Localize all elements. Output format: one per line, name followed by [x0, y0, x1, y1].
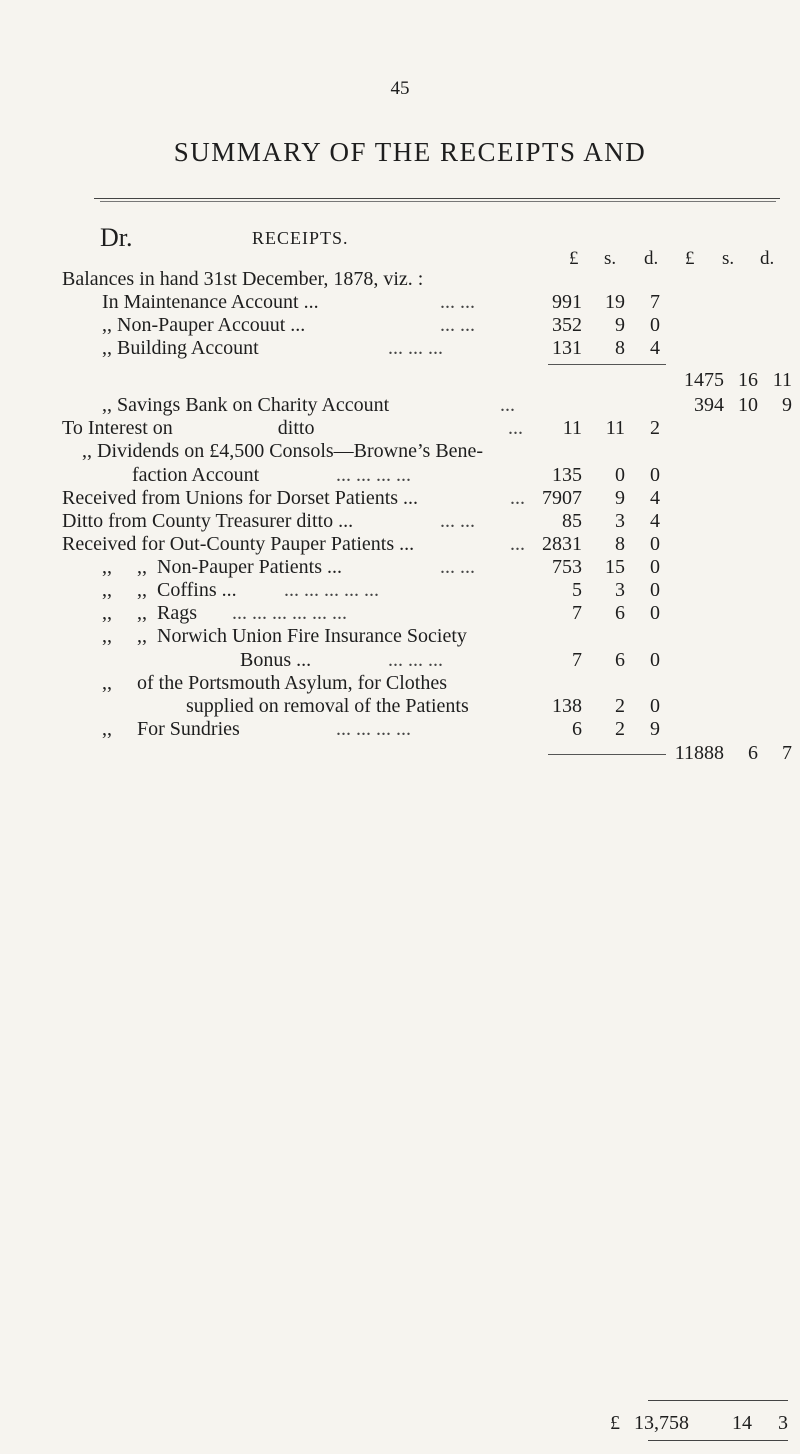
- row-leader: ...: [510, 487, 525, 509]
- shillings-cell: 6: [615, 649, 625, 671]
- col-head-shillings-2: s.: [722, 248, 735, 269]
- pounds-cell: 2831: [542, 533, 582, 555]
- pounds-cell: 6: [572, 718, 582, 740]
- pounds-cell: 7: [572, 649, 582, 671]
- pence-cell: 7: [650, 291, 660, 313]
- shillings-cell: 11: [605, 417, 625, 439]
- row-label: Ditto from County Treasurer ditto ...: [62, 510, 354, 532]
- col-head-shillings-1: s.: [604, 248, 617, 269]
- pence-cell: 0: [650, 533, 660, 555]
- pence-cell: 2: [650, 417, 660, 439]
- pence-total-cell: 11: [772, 369, 792, 391]
- row-leader: ... ... ... ... ... ...: [232, 602, 347, 624]
- col-head-pence-2: d.: [760, 248, 775, 269]
- row-label: ,, ,, Coffins ...: [102, 579, 237, 601]
- row-label: ,, Non-Pauper Accouut ...: [102, 314, 306, 336]
- table-row: [0, 440, 800, 466]
- row-label: ,, For Sundries: [102, 718, 240, 740]
- shillings-cell: 2: [615, 718, 625, 740]
- pounds-cell: 11: [562, 417, 582, 439]
- pence-cell: 0: [650, 649, 660, 671]
- row-label: faction Account: [132, 464, 260, 486]
- subtotal-rule: [548, 364, 666, 365]
- row-label: ,, Building Account: [102, 337, 259, 359]
- shillings-cell: 8: [615, 337, 625, 359]
- shillings-cell: 9: [615, 314, 625, 336]
- pounds-cell: 7907: [542, 487, 582, 509]
- pence-cell: 4: [650, 487, 660, 509]
- row-leader: ... ... ... ...: [336, 718, 411, 740]
- shillings-cell: 8: [615, 533, 625, 555]
- shillings-total-cell: 10: [738, 394, 758, 416]
- pounds-cell: 753: [552, 556, 582, 578]
- grand-total-pound-sign: £: [610, 1412, 620, 1434]
- pence-total-cell: 9: [782, 394, 792, 416]
- pounds-total-cell: 11888: [674, 742, 724, 764]
- pence-cell: 0: [650, 602, 660, 624]
- table-row: [0, 625, 800, 651]
- row-leader: ...: [510, 533, 525, 555]
- col-head-pounds-2: £: [685, 248, 695, 269]
- pence-total-cell: 7: [782, 742, 792, 764]
- row-label: ,, Dividends on £4,500 Consols—Browne’s Bene-: [82, 440, 484, 462]
- pence-cell: 0: [650, 464, 660, 486]
- grand-total-shillings: 14: [732, 1412, 752, 1434]
- pounds-cell: 138: [552, 695, 582, 717]
- pence-cell: 0: [650, 314, 660, 336]
- shillings-cell: 15: [605, 556, 625, 578]
- section-label-receipts: RECEIPTS.: [252, 228, 349, 248]
- row-leader: ... ...: [440, 291, 475, 313]
- grand-total-rule-top: [648, 1400, 788, 1401]
- shillings-cell: 3: [615, 510, 625, 532]
- row-leader: ... ... ...: [388, 337, 443, 359]
- row-label: In Maintenance Account ...: [102, 291, 319, 313]
- grand-total-rule-bottom: [648, 1440, 788, 1441]
- table-row: [0, 337, 800, 363]
- row-label: Received from Unions for Dorset Patients ...: [62, 487, 419, 509]
- shillings-cell: 19: [605, 291, 625, 313]
- shillings-total-cell: 16: [738, 369, 758, 391]
- shillings-cell: 9: [615, 487, 625, 509]
- shillings-cell: 2: [615, 695, 625, 717]
- col-head-pounds-1: £: [569, 248, 579, 269]
- page-number: 45: [390, 78, 410, 99]
- row-leader: ... ...: [440, 314, 475, 336]
- pence-cell: 0: [650, 556, 660, 578]
- row-label: ,, Savings Bank on Charity Account: [102, 394, 390, 416]
- page-title: SUMMARY OF THE RECEIPTS AND: [173, 137, 647, 167]
- row-label: supplied on removal of the Patients: [186, 695, 469, 717]
- table-row: [0, 369, 800, 395]
- table-row: [0, 742, 800, 768]
- pounds-total-cell: 1475: [684, 369, 724, 391]
- shillings-total-cell: 6: [748, 742, 758, 764]
- pence-cell: 4: [650, 510, 660, 532]
- pounds-cell: 7: [572, 602, 582, 624]
- row-leader: ... ...: [440, 510, 475, 532]
- grand-total-pence: 3: [778, 1412, 788, 1434]
- pence-cell: 4: [650, 337, 660, 359]
- pounds-total-cell: 394: [694, 394, 724, 416]
- pence-cell: 0: [650, 695, 660, 717]
- shillings-cell: 6: [615, 602, 625, 624]
- row-leader: ... ... ... ...: [336, 464, 411, 486]
- shillings-cell: 0: [615, 464, 625, 486]
- row-label: Received for Out-County Pauper Patients ...: [62, 533, 415, 555]
- pence-cell: 0: [650, 579, 660, 601]
- row-leader: ... ... ... ... ...: [284, 579, 379, 601]
- pounds-cell: 991: [552, 291, 582, 313]
- pounds-cell: 131: [552, 337, 582, 359]
- shillings-cell: 3: [615, 579, 625, 601]
- row-label: To Interest on ditto: [62, 417, 315, 439]
- pounds-cell: 352: [552, 314, 582, 336]
- side-label-dr: Dr.: [100, 223, 133, 252]
- row-leader: ...: [508, 417, 523, 439]
- row-leader: ...: [500, 394, 515, 416]
- pounds-cell: 135: [552, 464, 582, 486]
- row-label: Balances in hand 31st December, 1878, viz. :: [62, 268, 424, 290]
- pence-cell: 9: [650, 718, 660, 740]
- row-leader: ... ... ...: [388, 649, 443, 671]
- row-leader: ... ...: [440, 556, 475, 578]
- pounds-cell: 5: [572, 579, 582, 601]
- table-row: [0, 718, 800, 744]
- row-label: ,, ,, Non-Pauper Patients ...: [102, 556, 342, 578]
- row-label: ,, ,, Norwich Union Fire Insurance Society: [102, 625, 467, 647]
- col-head-pence-1: d.: [644, 248, 659, 269]
- row-label: Bonus ...: [240, 649, 312, 671]
- row-label: ,, ,, Rags: [102, 602, 197, 624]
- row-label: ,, of the Portsmouth Asylum, for Clothes: [102, 672, 447, 694]
- header-rule: [94, 198, 780, 199]
- header-rule-secondary: [100, 201, 776, 202]
- pounds-cell: 85: [562, 510, 582, 532]
- grand-total-pounds: 13,758: [634, 1412, 689, 1434]
